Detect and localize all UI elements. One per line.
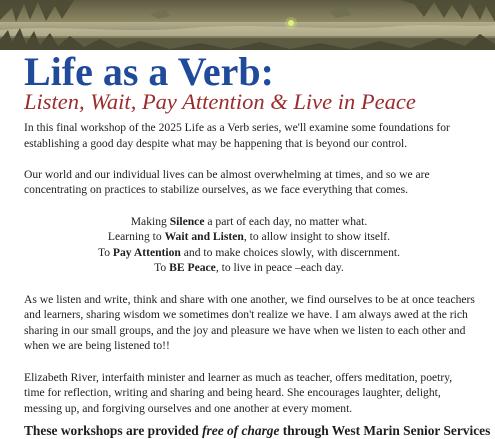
funding-emphasis: free of charge xyxy=(202,423,280,439)
practice-text: Making xyxy=(130,214,170,228)
bio-line: time for reflection, writing and sharing and being heard. She encourages laughter, delight, xyxy=(24,386,441,400)
practice-keyword: Wait and Listen xyxy=(164,230,244,244)
intro-line: In this final workshop of the 2025 Life as a Verb series, we'll examine some foundations for xyxy=(24,121,450,134)
lagoon-photo-image xyxy=(0,0,495,50)
paragraph-gap xyxy=(24,354,474,370)
page-title: Life as a Verb: xyxy=(24,49,274,94)
practice-text: To xyxy=(154,261,170,275)
bio-paragraph xyxy=(24,370,474,417)
paragraph-gap xyxy=(24,198,474,214)
funding-note xyxy=(24,422,491,439)
practice-pay-attention xyxy=(24,245,474,261)
lagoon-photo-banner xyxy=(0,0,495,50)
bio-line: Elizabeth River, interfaith minister and learner as much as teacher, offers meditation, poetry, xyxy=(24,370,453,384)
context-line: concentrating on practices to stabilize ourselves, as we face everything that comes. xyxy=(24,183,409,197)
context-paragraph xyxy=(24,167,474,198)
practice-text: a part of each day, no matter what. xyxy=(204,214,368,228)
intro-paragraph xyxy=(24,120,474,151)
practice-keyword: Pay Attention xyxy=(112,245,181,259)
practice-text: To xyxy=(97,245,113,259)
paragraph-gap xyxy=(24,151,474,167)
context-line: Our world and our individual lives can be almost overwhelming at times, and so we are xyxy=(24,167,430,181)
community-paragraph xyxy=(24,292,474,354)
funding-text: through West Marin Senior Services xyxy=(279,423,491,439)
paragraph-gap xyxy=(24,276,474,292)
practice-keyword: Silence xyxy=(169,214,205,228)
community-line: and learners, sharing wisdom we sometimes don't realize we have. I am always awed at the rich xyxy=(24,308,468,322)
practice-wait-listen xyxy=(24,229,474,245)
funding-text: These workshops are provided xyxy=(24,423,203,439)
practice-text: , to allow insight to show itself. xyxy=(243,230,391,244)
practice-keyword: BE Peace xyxy=(169,261,216,275)
intro-line: establishing a good day despite what may be happening that is beyond our control. xyxy=(24,136,408,150)
flyer-body xyxy=(24,120,491,439)
bio-line: messing up, and forgiving ourselves and one another at every moment. xyxy=(24,401,353,415)
practice-silence xyxy=(24,214,474,230)
page-subtitle: Listen, Wait, Pay Attention & Live in Peace xyxy=(24,89,416,114)
practice-text: and to make choices slowly, with discernment. xyxy=(180,245,401,259)
community-line: As we listen and write, think and share with one another, we find ourselves to be at once teachers xyxy=(24,292,475,306)
community-line: when we are being listened to!! xyxy=(24,339,170,353)
practices-list xyxy=(24,214,474,276)
community-line: sharing in our small groups, and the joy and pleasure we have when we listen to each other and xyxy=(24,323,466,337)
practice-text: , to live in peace –each day. xyxy=(215,261,344,275)
practice-text: Learning to xyxy=(107,230,165,244)
practice-be-peace xyxy=(24,260,474,276)
